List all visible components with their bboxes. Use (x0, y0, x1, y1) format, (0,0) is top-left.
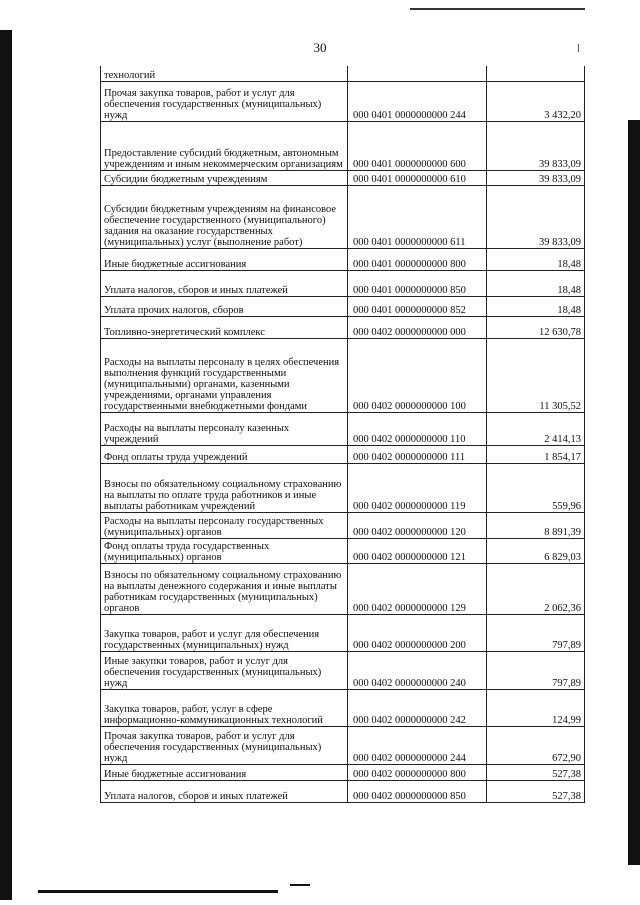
budget-table-body (101, 66, 585, 802)
row-code-cell (348, 66, 487, 81)
row-name-cell: Расходы на выплаты персоналу казенных учреждений (101, 412, 348, 445)
row-name-cell: Топливно-энергетический комплекс (101, 316, 348, 338)
table-row (101, 185, 585, 248)
table-row (101, 689, 585, 726)
row-code-cell: 000 0402 0000000000 119 (348, 463, 487, 512)
row-name-cell: Предоставление субсидий бюджетным, автономным учреждениям и иным некоммерческим организациям (101, 121, 348, 170)
row-name-cell: Иные бюджетные ассигнования (101, 764, 348, 780)
row-amount-cell: 797,89 (487, 651, 585, 689)
row-name-cell: Расходы на выплаты персоналу государственных (муниципальных) органов (101, 512, 348, 538)
row-code-cell: 000 0402 0000000000 120 (348, 512, 487, 538)
table-row (101, 445, 585, 463)
table-row (101, 248, 585, 270)
scan-edge-right (628, 120, 640, 865)
row-name-cell: Расходы на выплаты персоналу в целях обеспечения выполнения функций государственными (муниципальными) органами, казенными учреждениями, органами управления государственными внебюджетными фондами (101, 338, 348, 412)
scan-dash-bottom (290, 884, 310, 886)
table-row (101, 651, 585, 689)
row-amount-cell: 3 432,20 (487, 81, 585, 121)
row-name-cell: Фонд оплаты труда государственных (муниципальных) органов (101, 538, 348, 563)
row-code-cell: 000 0401 0000000000 850 (348, 270, 487, 296)
row-amount-cell: 672,90 (487, 726, 585, 764)
table-row (101, 463, 585, 512)
row-code-cell: 000 0401 0000000000 800 (348, 248, 487, 270)
table-row (101, 270, 585, 296)
row-name-cell: Закупка товаров, работ и услуг для обеспечения государственных (муниципальных) нужд (101, 614, 348, 651)
table-row (101, 66, 585, 81)
table-row (101, 726, 585, 764)
row-amount-cell: 12 630,78 (487, 316, 585, 338)
row-name-cell: Уплата налогов, сборов и иных платежей (101, 780, 348, 802)
budget-table (100, 66, 585, 803)
row-name-cell: Фонд оплаты труда учреждений (101, 445, 348, 463)
page-number: 30 (313, 40, 327, 55)
table-row (101, 121, 585, 170)
row-code-cell: 000 0402 0000000000 242 (348, 689, 487, 726)
row-amount-cell: 39 833,09 (487, 170, 585, 185)
row-code-cell: 000 0401 0000000000 610 (348, 170, 487, 185)
row-name-cell: Субсидии бюджетным учреждениям (101, 170, 348, 185)
row-amount-cell: 18,48 (487, 296, 585, 316)
row-name-cell: Прочая закупка товаров, работ и услуг для обеспечения государственных (муниципальных) нужд (101, 726, 348, 764)
row-amount-cell: 8 891,39 (487, 512, 585, 538)
row-code-cell: 000 0402 0000000000 129 (348, 563, 487, 614)
row-amount-cell: 18,48 (487, 270, 585, 296)
table-row (101, 538, 585, 563)
table-row (101, 512, 585, 538)
table-row (101, 170, 585, 185)
table-row (101, 296, 585, 316)
row-amount-cell: 39 833,09 (487, 121, 585, 170)
row-code-cell: 000 0402 0000000000 200 (348, 614, 487, 651)
table-row (101, 614, 585, 651)
table-row (101, 780, 585, 802)
row-amount-cell: 527,38 (487, 764, 585, 780)
row-code-cell: 000 0402 0000000000 100 (348, 338, 487, 412)
row-code-cell: 000 0402 0000000000 240 (348, 651, 487, 689)
row-name-cell: Субсидии бюджетным учреждениям на финансовое обеспечение государственного (муниципального) задания на оказание государственных (муниципальных) услуг (выполнение работ) (101, 185, 348, 248)
row-name-cell: Взносы по обязательному социальному страхованию на выплаты денежного содержания и иные выплаты работникам государственных (муниципальных) органов (101, 563, 348, 614)
row-name-cell: Закупка товаров, работ, услуг в сфере информационно-коммуникационных технологий (101, 689, 348, 726)
row-code-cell: 000 0402 0000000000 121 (348, 538, 487, 563)
row-name-cell: Уплата прочих налогов, сборов (101, 296, 348, 316)
scan-edge-left (0, 30, 12, 900)
row-name-cell: технологий (101, 66, 348, 81)
row-amount-cell: 124,99 (487, 689, 585, 726)
row-name-cell: Взносы по обязательному социальному страхованию на выплаты по оплате труда работников и иные выплаты работникам учреждений (101, 463, 348, 512)
row-code-cell: 000 0401 0000000000 852 (348, 296, 487, 316)
row-code-cell: 000 0402 0000000000 000 (348, 316, 487, 338)
row-amount-cell: 18,48 (487, 248, 585, 270)
row-amount-cell: 1 854,17 (487, 445, 585, 463)
scan-line-bottom (38, 890, 278, 893)
row-code-cell: 000 0401 0000000000 600 (348, 121, 487, 170)
row-name-cell: Иные бюджетные ассигнования (101, 248, 348, 270)
table-row (101, 412, 585, 445)
row-amount-cell: 797,89 (487, 614, 585, 651)
row-code-cell: 000 0402 0000000000 850 (348, 780, 487, 802)
row-amount-cell: 39 833,09 (487, 185, 585, 248)
row-name-cell: Прочая закупка товаров, работ и услуг для обеспечения государственных (муниципальных) нужд (101, 81, 348, 121)
scan-line-top (410, 8, 585, 10)
row-amount-cell: 559,96 (487, 463, 585, 512)
row-amount-cell: 527,38 (487, 780, 585, 802)
table-row (101, 764, 585, 780)
row-code-cell: 000 0402 0000000000 800 (348, 764, 487, 780)
row-amount-cell: 2 062,36 (487, 563, 585, 614)
row-name-cell: Уплата налогов, сборов и иных платежей (101, 270, 348, 296)
row-name-cell: Иные закупки товаров, работ и услуг для обеспечения государственных (муниципальных) нужд (101, 651, 348, 689)
row-code-cell: 000 0401 0000000000 244 (348, 81, 487, 121)
table-row (101, 338, 585, 412)
row-amount-cell: 6 829,03 (487, 538, 585, 563)
row-code-cell: 000 0402 0000000000 111 (348, 445, 487, 463)
row-code-cell: 000 0402 0000000000 110 (348, 412, 487, 445)
row-amount-cell (487, 66, 585, 81)
table-row (101, 316, 585, 338)
row-amount-cell: 2 414,13 (487, 412, 585, 445)
row-code-cell: 000 0401 0000000000 611 (348, 185, 487, 248)
table-row (101, 563, 585, 614)
table-row (101, 81, 585, 121)
row-amount-cell: 11 305,52 (487, 338, 585, 412)
row-code-cell: 000 0402 0000000000 244 (348, 726, 487, 764)
